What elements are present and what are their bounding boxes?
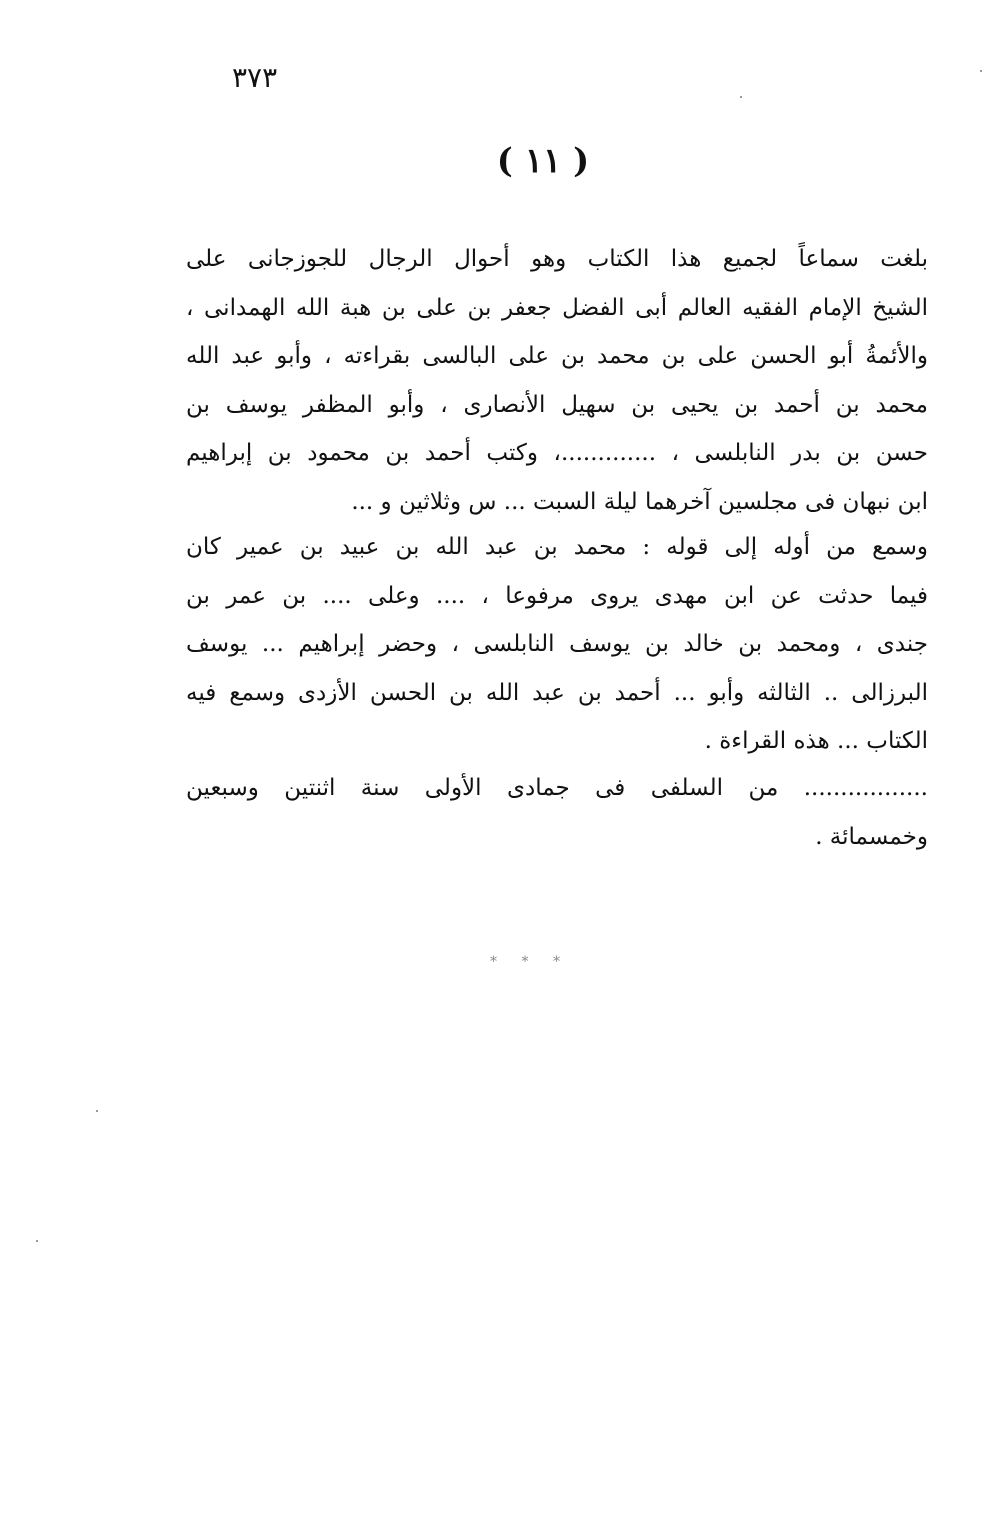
paragraph-3 [186,764,928,861]
text-line: محمد بن أحمد بن يحيى بن سهيل الأنصارى ، وأبو المظفر يوسف بن [186,391,928,418]
text-line: ................. من السلفى فى جمادى الأولى سنة اثنتين وسبعين [186,775,928,801]
scan-speck [740,96,742,98]
page-number: ٣٧٣ [232,61,278,94]
text-line: وخمسمائة . [815,823,928,850]
text-line: ابن نبهان فى مجلسين آخرهما ليلة السبت ... س وثلاثين و ... [351,488,928,515]
paragraph-2 [186,523,928,766]
text-line: وسمع من أوله إلى قوله : محمد بن عبد الله بن عبيد بن عمير كان [186,534,928,560]
text-line: البرزالى .. الثالثه وأبو ... أحمد بن عبد الله بن الحسن الأزدى وسمع فيه [186,679,928,706]
text-line: والأئمةُ أبو الحسن على بن محمد بن على البالسى بقراءته ، وأبو عبد الله [186,343,928,369]
text-line: جندى ، ومحمد بن خالد بن يوسف النابلسى ، وحضر إبراهيم ... يوسف [186,631,928,657]
text-line: حسن بن بدر النابلسى ، .............، وكتب أحمد بن محمود بن إبراهيم [186,440,928,466]
text-line: فيما حدثت عن ابن مهدى يروى مرفوعا ، .... وعلى .... بن عمر بن [186,582,928,609]
text-line: الشيخ الإمام الفقيه العالم أبى الفضل جعفر بن على بن هبة الله الهمدانى ، [186,294,928,321]
scan-speck [96,1110,98,1112]
scan-speck [36,1240,38,1242]
text-line: الكتاب ... هذه القراءة . [704,728,928,754]
scan-speck [980,70,982,72]
text-line: بلغت سماعاً لجميع هذا الكتاب وهو أحوال الرجال للجوزجانى على [186,246,928,272]
paragraph-1 [186,235,928,526]
section-end-ornament: * * * [490,954,570,970]
section-number: ( ١١ ) [496,141,590,181]
